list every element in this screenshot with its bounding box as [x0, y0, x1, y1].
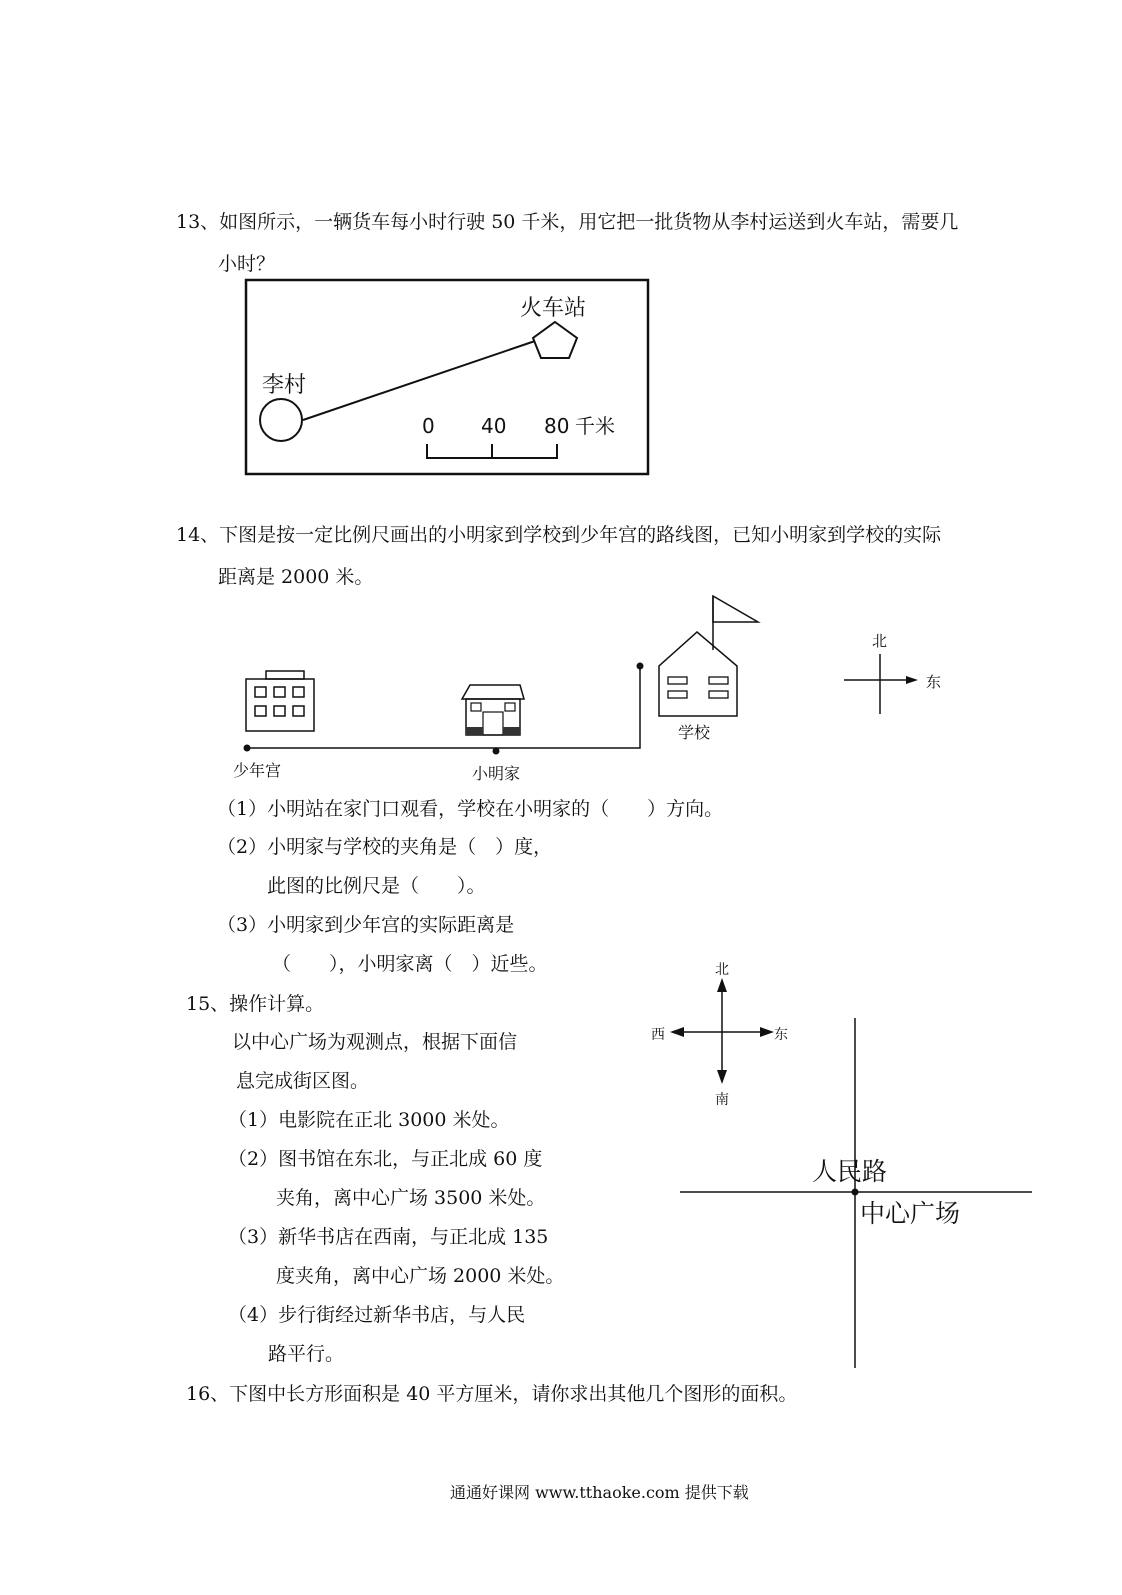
- home-dot: [493, 748, 500, 755]
- q14-sub-3: （3）小明家到少年宫的实际距离是: [217, 914, 515, 936]
- q13-map-frame: [246, 280, 648, 474]
- palace-dot: [244, 745, 251, 752]
- home-house-icon: [462, 685, 524, 735]
- school-building-icon: [659, 596, 758, 716]
- school-label: 学校: [678, 723, 711, 742]
- q14-east-label: 东: [926, 673, 942, 691]
- q15-south-label: 南: [715, 1092, 729, 1108]
- flag-icon: [713, 596, 758, 622]
- q15-street-map: [680, 1018, 1032, 1368]
- q15-item-3b: 度夹角，离中心广场 2000 米处。: [276, 1265, 565, 1287]
- q15-compass-icon: [651, 962, 788, 1108]
- q15-west-label: 西: [651, 1027, 665, 1043]
- home-label: 小明家: [472, 764, 521, 783]
- center-square-label: 中心广场: [860, 1199, 961, 1228]
- route-line: [303, 340, 538, 420]
- village-circle-icon: [260, 399, 302, 441]
- q14-sub-1: （1）小明站在家门口观看，学校在小明家的（ ）方向。: [217, 798, 724, 820]
- scale-tick-40: 40: [481, 414, 507, 438]
- q14-north-label: 北: [872, 632, 888, 650]
- center-square-dot: [852, 1189, 859, 1196]
- renmin-road-label: 人民路: [812, 1157, 888, 1186]
- q14-text-line2: 距离是 2000 米。: [218, 566, 374, 588]
- scale-unit: 千米: [575, 414, 615, 438]
- q13-text-line1: 13、如图所示，一辆货车每小时行驶 50 千米，用它把一批货物从李村运送到火车站，需要几: [176, 211, 959, 233]
- palace-label: 少年宫: [233, 761, 282, 780]
- q14-diagram: [233, 596, 941, 783]
- station-pentagon-icon: [533, 322, 577, 358]
- q14-compass-icon: [844, 632, 941, 714]
- scale-bar: [427, 444, 557, 458]
- q15-item-2b: 夹角，离中心广场 3500 米处。: [276, 1187, 546, 1209]
- q15-item-4: （4）步行街经过新华书店，与人民: [228, 1304, 526, 1326]
- palace-building-icon: [246, 671, 314, 731]
- scale-tick-80: 80: [544, 414, 570, 438]
- q15-item-3: （3）新华书店在西南，与正北成 135: [228, 1226, 549, 1248]
- station-label: 火车站: [520, 296, 587, 321]
- q14-sub-3b: （ ），小明家离（ ）近些。: [272, 953, 548, 975]
- q15-item-4b: 路平行。: [268, 1343, 345, 1365]
- school-dot: [637, 663, 644, 670]
- q15-east-label: 东: [774, 1027, 788, 1043]
- q14-sub-2: （2）小明家与学校的夹角是（ ）度，: [217, 836, 553, 858]
- footer-credit: 通通好课网 www.tthaoke.com 提供下载: [450, 1483, 749, 1502]
- q15-intro-1: 以中心广场为观测点，根据下面信: [232, 1031, 518, 1053]
- q15-title: 15、操作计算。: [186, 993, 325, 1015]
- q15-item-1: （1）电影院在正北 3000 米处。: [228, 1109, 510, 1131]
- q13-text-line2: 小时？: [218, 253, 276, 275]
- q15-north-label: 北: [715, 962, 729, 978]
- q13-map: [246, 280, 648, 474]
- scale-tick-0: 0: [422, 414, 435, 438]
- q15-intro-2: 息完成街区图。: [236, 1070, 370, 1092]
- q14-sub-2b: 此图的比例尺是（ ）。: [267, 875, 486, 897]
- q14-text-line1: 14、下图是按一定比例尺画出的小明家到学校到少年宫的路线图，已知小明家到学校的实际: [176, 524, 942, 546]
- q16-text: 16、下图中长方形面积是 40 平方厘米，请你求出其他几个图形的面积。: [186, 1383, 798, 1405]
- village-label: 李村: [262, 373, 307, 398]
- q15-item-2: （2）图书馆在东北，与正北成 60 度: [228, 1148, 543, 1170]
